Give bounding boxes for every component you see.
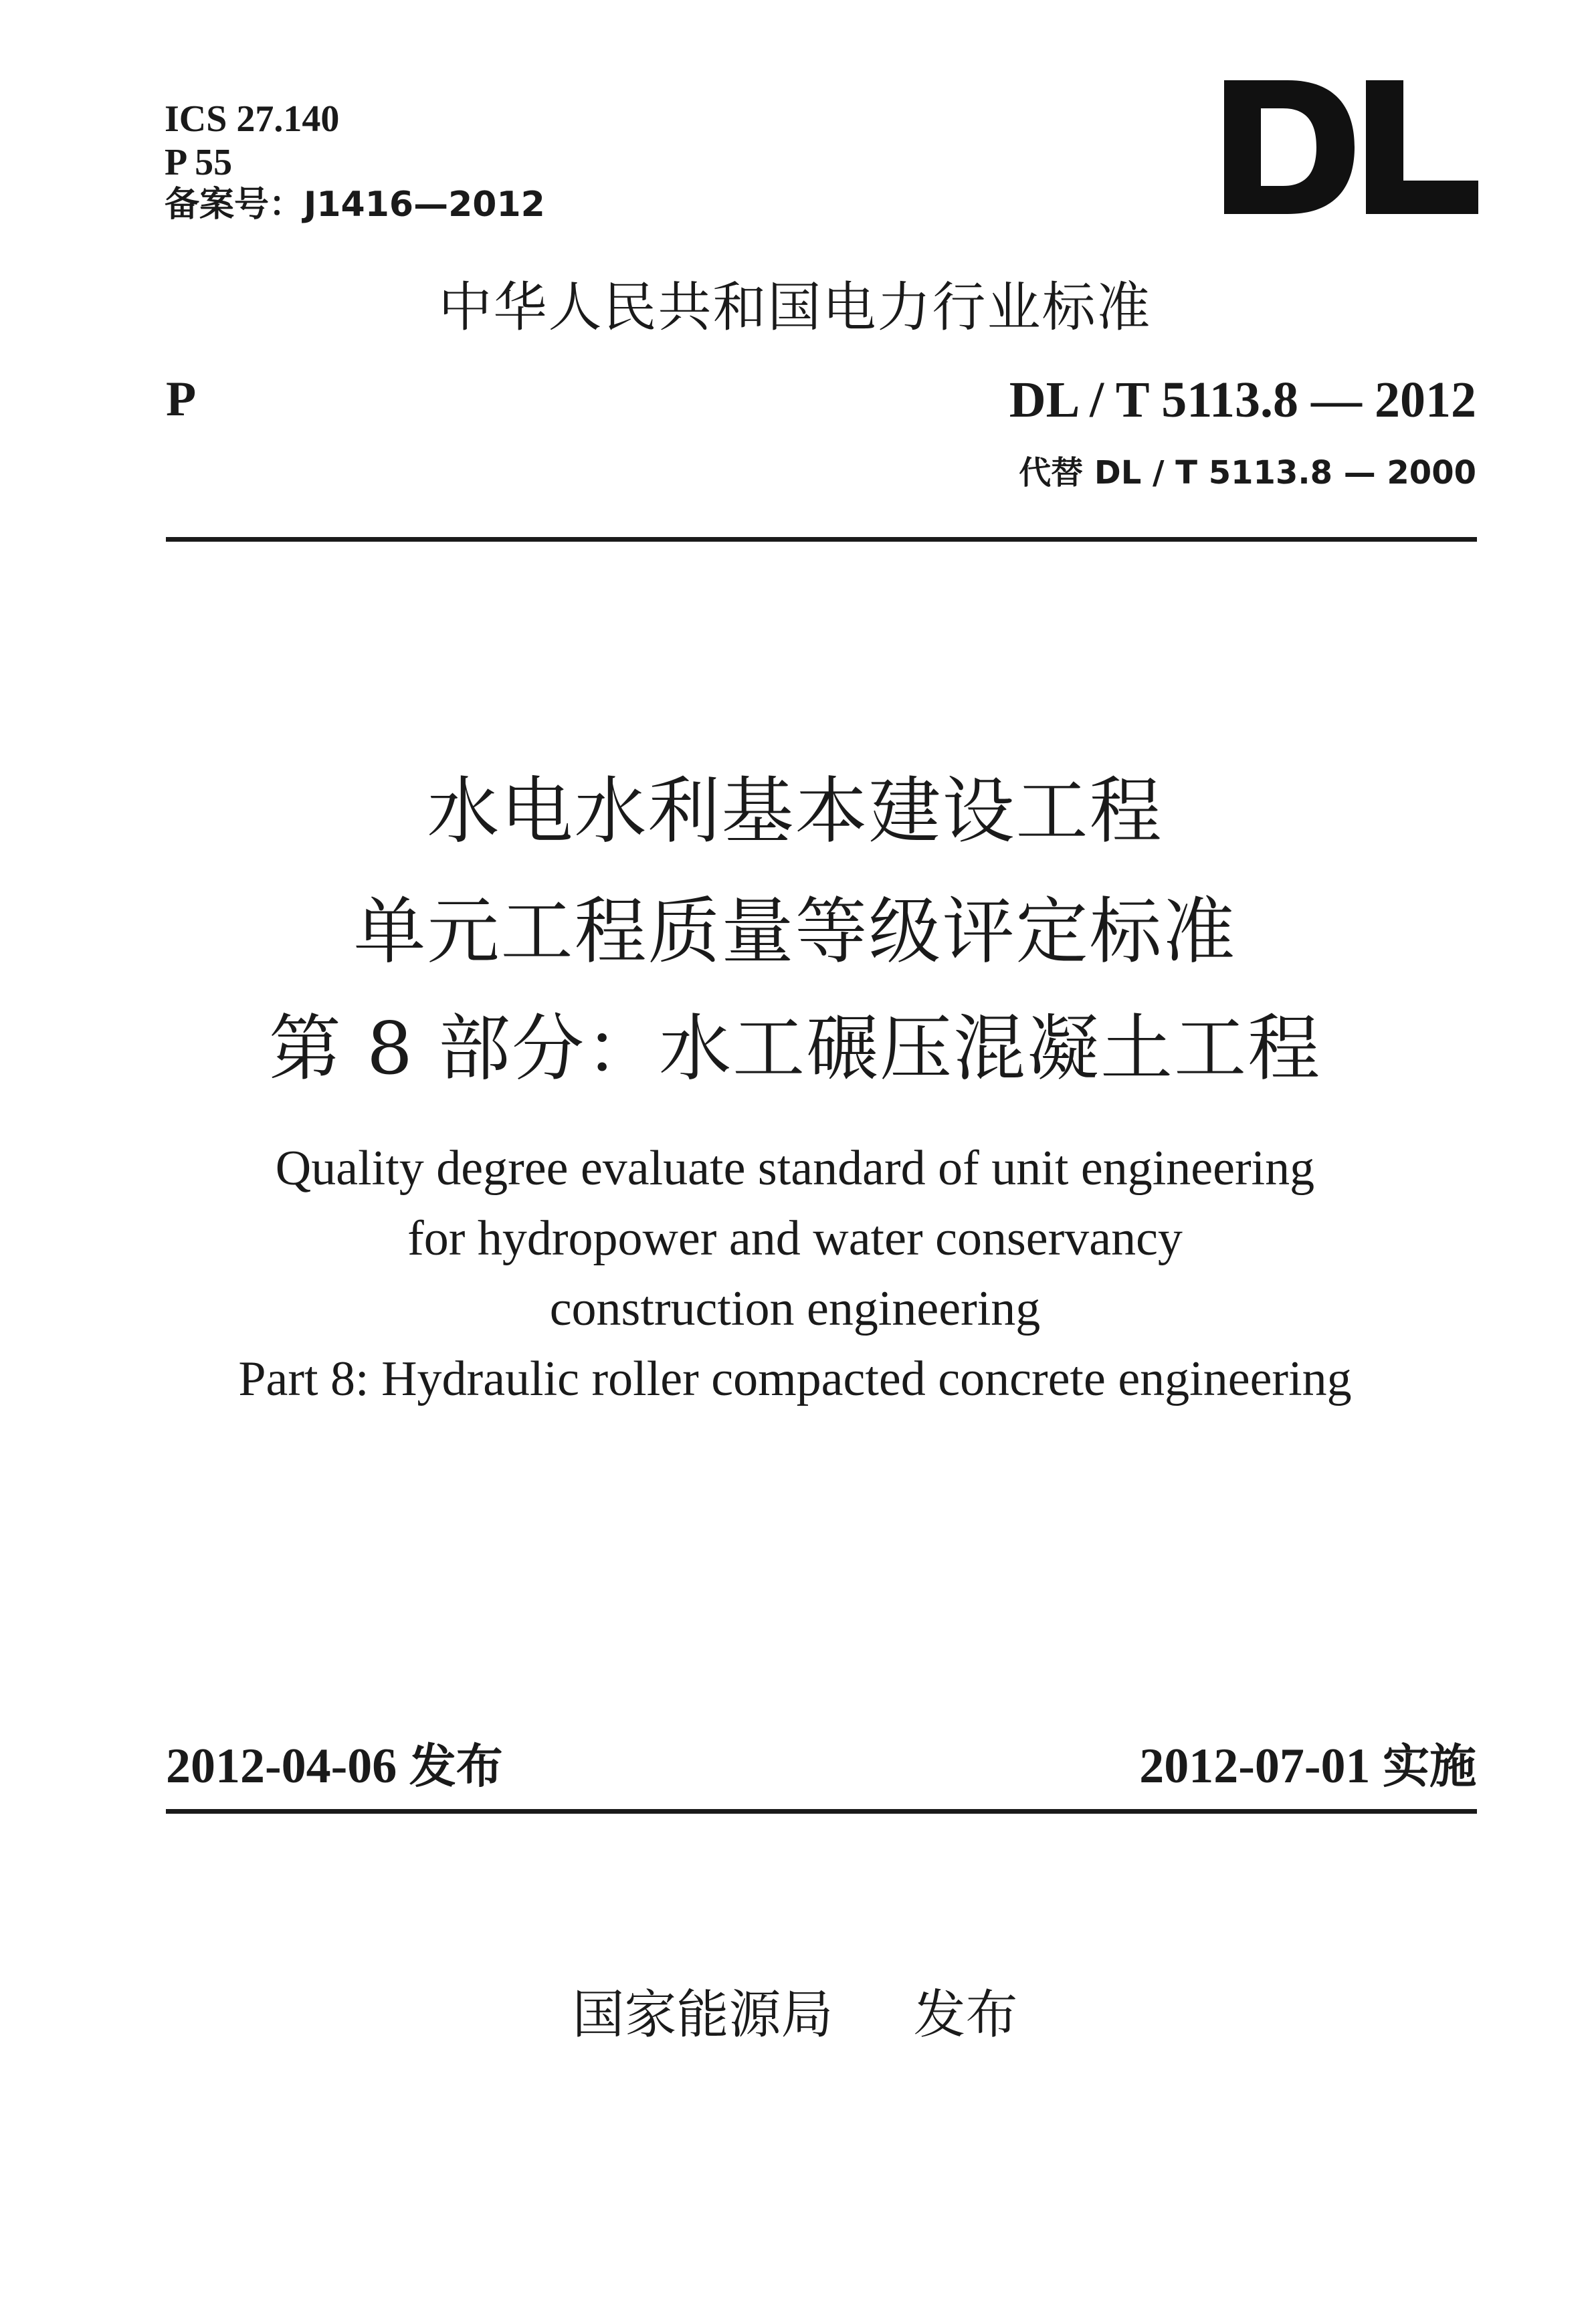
dl-logo-letter-d [1224, 80, 1355, 214]
effective-date-block [1139, 1729, 1476, 1796]
title-cn-line3: 第 8 部分：水工碾压混凝土工程 [268, 1007, 1322, 1091]
classification-letter: P [166, 372, 197, 427]
title-en-line2: for hydropower and water conservancy [407, 1211, 1183, 1266]
standard-number: DL / T 5113.8 — 2012 [1009, 372, 1476, 428]
title-cn-line1: 水电水利基本建设工程 [427, 770, 1163, 853]
title-en-line3: construction engineering [549, 1281, 1041, 1336]
issuer-name: 国家能源局 [572, 1985, 833, 2045]
dl-logo [1224, 80, 1478, 214]
header-rule [166, 537, 1477, 542]
replaces-standard: 代替 DL / T 5113.8 — 2000 [1019, 454, 1476, 492]
class-code: P 55 [165, 142, 233, 183]
ics-code: ICS 27.140 [165, 98, 340, 140]
footer-rule [166, 1809, 1477, 1814]
effective-date: 2012-07-01 [1139, 1739, 1371, 1794]
dl-logo-letter-l [1366, 80, 1478, 214]
issuer-block [0, 1973, 1590, 2048]
issue-date-block [166, 1729, 503, 1796]
industry-standard-title: 中华人民共和国电力行业标准 [438, 276, 1152, 338]
issuer-action: 发布 [913, 1985, 1018, 2045]
issue-label: 发布 [409, 1739, 503, 1794]
filing-number: 备案号：J1416—2012 [165, 185, 545, 225]
title-cn-line2: 单元工程质量等级评定标准 [353, 890, 1237, 974]
title-en-line1: Quality degree evaluate standard of unit engineering [275, 1141, 1315, 1196]
title-en-line4: Part 8: Hydraulic roller compacted concrete engineering [238, 1352, 1352, 1406]
effective-label: 实施 [1383, 1739, 1476, 1794]
issue-date: 2012-04-06 [166, 1739, 397, 1794]
